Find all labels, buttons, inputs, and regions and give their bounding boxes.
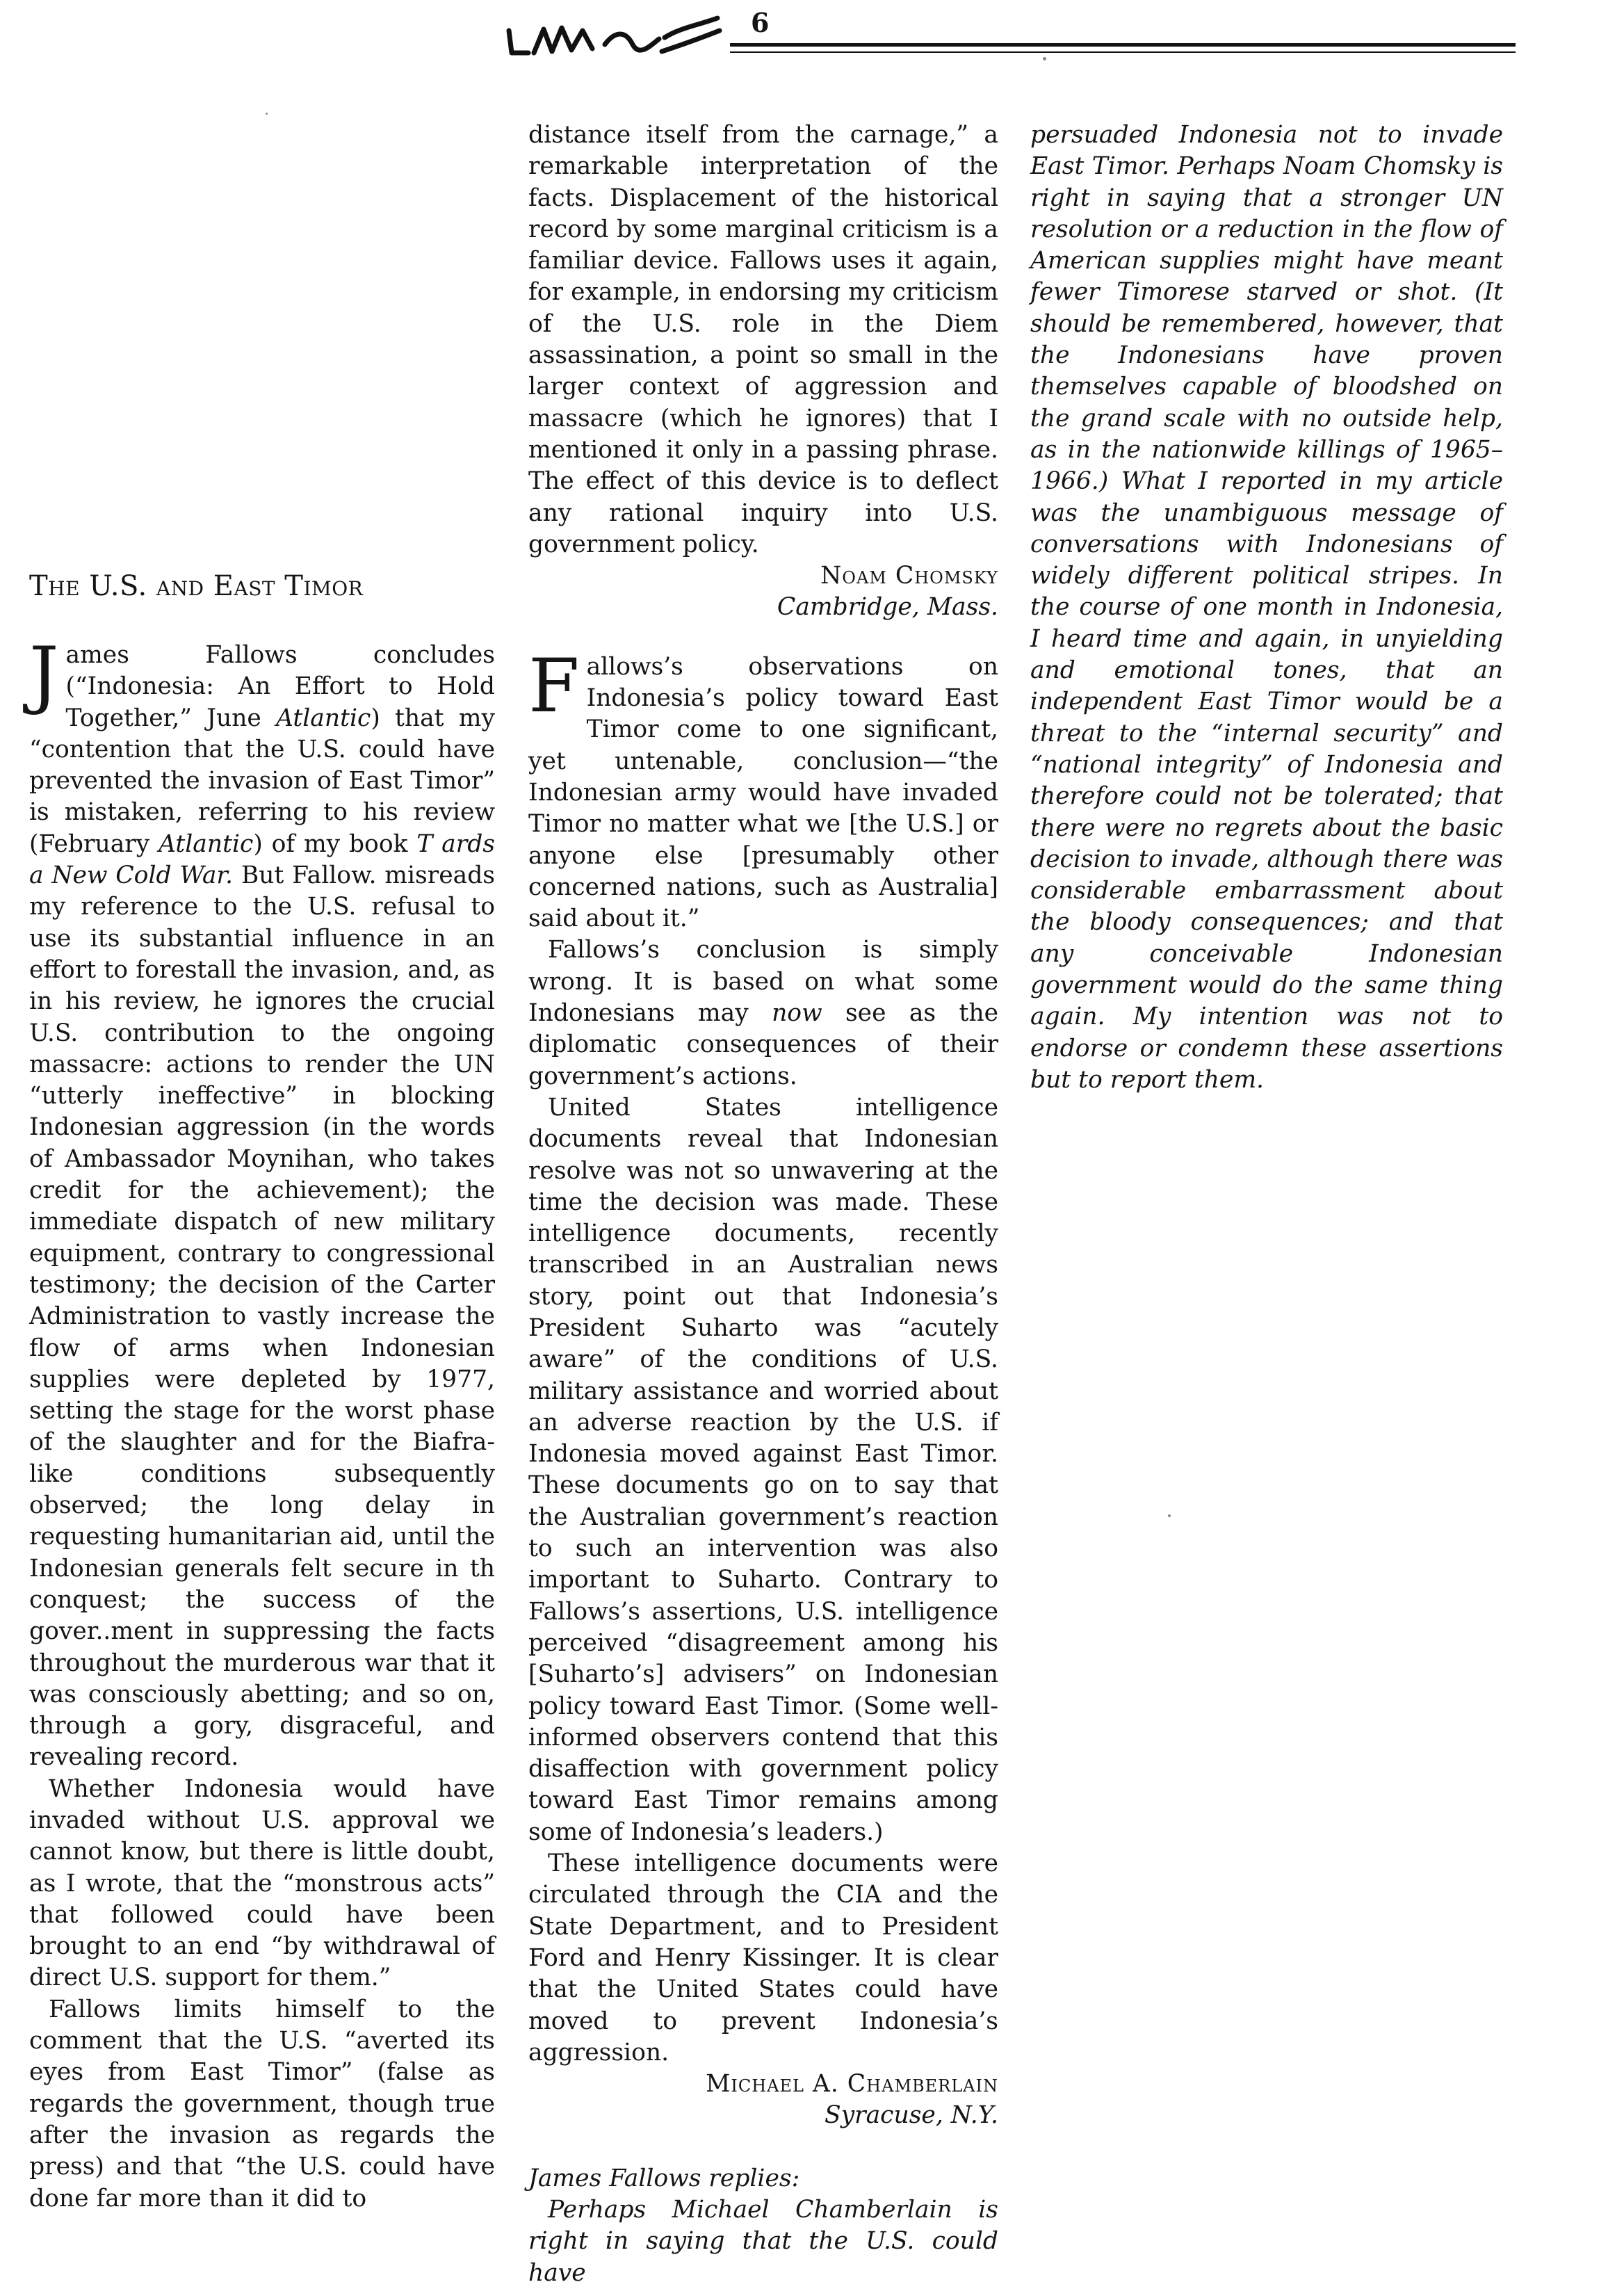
chomsky-paragraph-3-continued: distance itself from the carnage,” a remarkable interpretation of the facts. Displacement of the historical record by some marginal criticism is a familiar device. Fallows uses it again, for example, in endorsing my criticism of the U.S. role in the Diem assassination, a point so small in the larger context of aggression and massacre (which he ignores) that I mentioned it only in a passing phrase. The effect of this device is to deflect any rational inquiry into U.S. government policy. [528,121,998,558]
column-3 [1030,120,1503,1096]
place-chomsky: Cambridge, Mass. [777,593,998,622]
header-rule-thin [730,51,1516,53]
speck [1043,57,1046,60]
chamberlain-paragraph-1: Fallows’s observations on Indonesia’s policy toward East Timor come to one significant, yet untenable, conclusion—“the Indonesian army would have invaded Timor no matter what we [the U.S.] or anyone else [presumably other concerned nations, such as Australia] said about it.” [528,642,998,933]
chamberlain-paragraph-2: Fallows’s conclusion is simply wrong. It is based on what some Indonesians may now see as the diplomatic consequences of their government’s actions. [528,936,999,1090]
drop-cap: J [29,631,59,717]
place-chamberlain: Syracuse, N.Y. [824,2101,998,2130]
drop-cap: F [528,642,580,729]
handwritten-mark [501,3,723,65]
column-2 [528,120,998,2289]
chomsky-paragraph-2: Whether Indonesia would have invaded without U.S. approval we cannot know, but there is little doubt, as I wrote, that the “monstrous acts” that followed could have been brought to an end “by withdrawal of direct U.S. support for them.” [29,1774,495,1992]
chamberlain-paragraph-4: These intelligence documents were circulated through the CIA and the State Department, and to President Ford and Henry Kissinger. It is clear that the United States could have moved to prevent Indonesia’s aggression. [528,1850,998,2066]
section-heading: The U.S. and East Timor [29,570,364,602]
chomsky-paragraph-3: Fallows limits himself to the comment that the U.S. “averted its eyes from East Timor” (false as regards the government, though true after the invasion as regards the press) and that “the U.S. could have done far more than it did to [29,1995,495,2213]
reply-label: James Fallows replies: [528,2164,800,2192]
speck [266,113,268,115]
chamberlain-paragraph-3: United States intelligence documents reveal that Indonesian resolve was not so unwavering at the time the decision was made. These intelligence documents, recently transcribed in an Australian news story, point out that Indonesia’s President Suharto was “acutely aware” of the conditions of U.S. military assistance and worried about an adverse reaction by the U.S. if Indonesia moved against East Timor. These documents go on to say that the Australian government’s reaction to such an intervention was also important to Suharto. Contrary to Fallows’s assertions, U.S. intelligence perceived “disagreement among his [Suharto’s] advisers” on Indonesian policy toward East Timor. (Some well-informed observers contend that this disaffection with government policy toward East Timor remains among some of Indonesia’s leaders.) [528,1093,998,1846]
signature-chamberlain: Michael A. Chamberlain [706,2070,998,2098]
speck [1168,1514,1171,1517]
reply-paragraph-continued: persuaded Indonesia not to invade East Timor. Perhaps Noam Chomsky is right in saying that a stronger UN resolution or a reduction in the flow of American supplies might have meant fewer Timorese starved or shot. (It should be remembered, however, that the Indonesians have proven themselves capable of bloodshed on the grand scale with no outside help, as in the nationwide killings of 1965–1966.) What I reported in my article was the unambiguous message of conversations with Indonesians of widely different political stripes. In the course of one month in Indonesia, I heard time and again, in unyielding and emotional tones, that an independent East Timor would be a threat to the “internal security” and “national integrity” of Indonesia and therefore could not be tolerated; that there were no regrets about the basic decision to invade, although there was considerable embarrassment about the bloody consequences; and that any conceivable Indonesian government would do the same thing again. My intention was not to endorse or condemn these assertions but to report them. [1030,121,1503,1094]
header-rule-thick [730,43,1516,47]
chomsky-paragraph-1: James Fallows concludes (“Indonesia: An Effort to Hold Together,” June Atlantic) that my “contention that the U.S. could have prevented the invasion of East Timor” is mistaken, referring to his review (February Atlantic) of my book T ards a New Cold War. But Fallow. misreads my reference to the U.S. refusal to use its substantial influence in an effort to forestall the invasion, and, as in his review, he ignores the crucial U.S. contribution to the ongoing massacre: actions to render the UN “utterly ineffective” in blocking Indonesian aggression (in the words of Ambassador Moynihan, who takes credit for the achievement); the immediate dispatch of new military equipment, contrary to congressional testimony; the decision of the Carter Administration to vastly increase the flow of arms when Indonesian supplies were depleted by 1977, setting the stage for the worst phase of the slaughter and for the Biafra-like conditions subsequently observed; the long delay in requesting humanitarian aid, until the Indonesian generals felt secure in th conquest; the success of the gover..ment in suppressing the facts throughout the murderous war that it was consciously abetting; and so on, through a gory, disgraceful, and revealing record. [29,631,495,1772]
reply-paragraph: Perhaps Michael Chamberlain is right in saying that the U.S. could have [528,2196,998,2287]
page-number: 6 [751,7,770,38]
signature-chomsky: Noam Chomsky [820,562,998,590]
column-1 [29,631,495,2215]
